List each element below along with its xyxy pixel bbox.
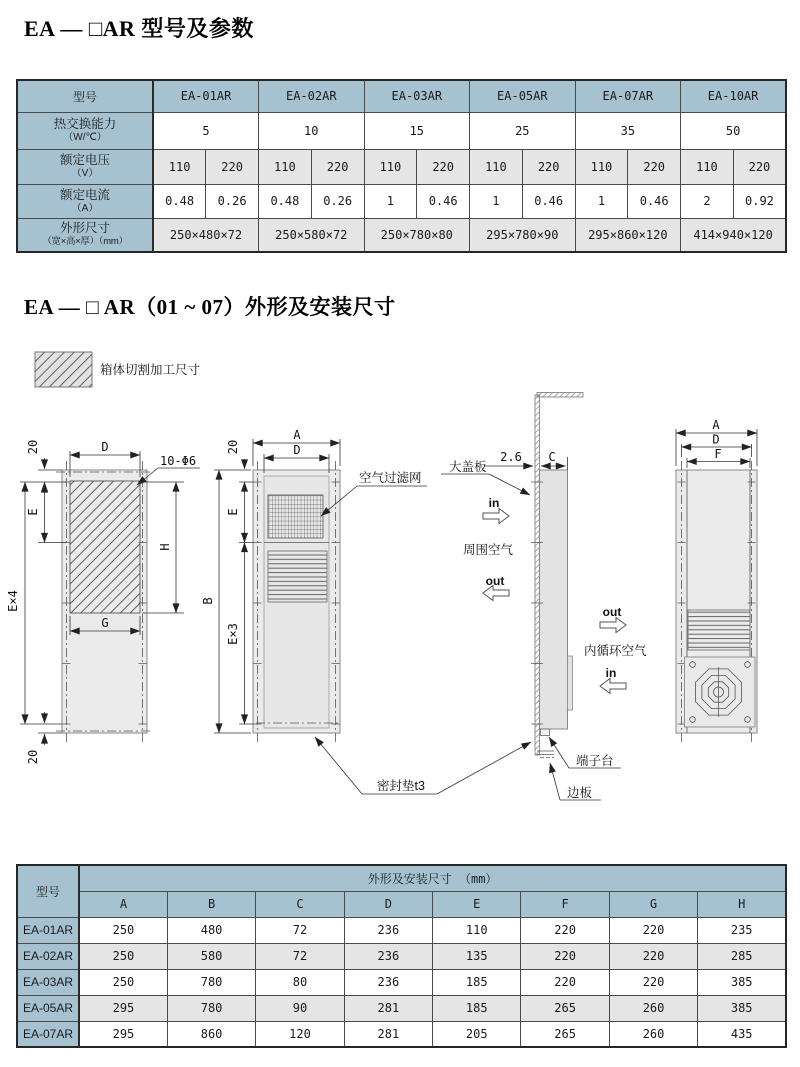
- legend-cutout: [35, 352, 200, 387]
- model-cell: EA-01AR: [17, 917, 79, 943]
- flow-in-right-label: in: [605, 666, 617, 680]
- spec-cell: 110: [575, 149, 628, 184]
- spec-cell: 0.26: [311, 184, 364, 218]
- dim-label-wall-thickness: 2.6: [500, 450, 522, 464]
- dim-col-header: C: [256, 891, 344, 917]
- spec-row-label: [17, 112, 153, 149]
- spec-cell: 250×480×72: [153, 218, 259, 252]
- dim-col-header: G: [609, 891, 697, 917]
- spec-cell: 1: [364, 184, 417, 218]
- model-cell: EA-03AR: [17, 969, 79, 995]
- spec-cell: 50: [681, 112, 787, 149]
- dim-cell: 250: [79, 943, 167, 969]
- spec-header-cell: EA-05AR: [470, 80, 576, 112]
- dim-cell: 480: [167, 917, 255, 943]
- spec-cell: 220: [522, 149, 575, 184]
- dim-col-header: D: [344, 891, 432, 917]
- dim-header-row: [17, 865, 786, 891]
- installation-drawing: [0, 330, 800, 864]
- cabinet-wall: [535, 395, 540, 755]
- spec-cell: 220: [417, 149, 470, 184]
- spec-cell: 0.48: [153, 184, 206, 218]
- dim-cell: 236: [344, 917, 432, 943]
- dim-label-D: D: [101, 440, 109, 454]
- spec-cell: 110: [470, 149, 523, 184]
- terminal-leader: [549, 737, 569, 768]
- dim-label-B: B: [201, 597, 215, 605]
- dim-cell: 220: [609, 969, 697, 995]
- inner-duct-tab: [568, 656, 573, 710]
- dim-cell: 780: [167, 995, 255, 1021]
- legend-label: 箱体切割加工尺寸: [100, 363, 201, 377]
- cabinet-wall-flange: [537, 393, 583, 398]
- dim-cell: 780: [167, 969, 255, 995]
- dim-cell: 285: [698, 943, 786, 969]
- spec-header-cell: EA-02AR: [259, 80, 365, 112]
- spec-cell: 110: [681, 149, 734, 184]
- row-label-unit: （宽×高×厚）（mm）: [42, 236, 128, 248]
- dim-label-A: A: [712, 418, 720, 432]
- spec-row-current: [17, 184, 786, 218]
- dim-label-20: 20: [226, 439, 240, 455]
- spec-cell: 10: [259, 112, 365, 149]
- flow-out-left-label: out: [485, 574, 505, 588]
- table-row: [17, 995, 786, 1021]
- dim-cell: 260: [609, 995, 697, 1021]
- table-row: [17, 1021, 786, 1047]
- air-filter-label: 空气过滤网: [359, 471, 422, 485]
- spec-cell: 0.48: [259, 184, 312, 218]
- flow-out-right-label: out: [602, 605, 622, 619]
- spec-cell: 35: [575, 112, 681, 149]
- front-view: [201, 428, 427, 742]
- spec-cell: 15: [364, 112, 470, 149]
- spec-row-label: [17, 149, 153, 184]
- dim-cell: 295: [79, 995, 167, 1021]
- spec-header-cell: EA-03AR: [364, 80, 470, 112]
- dim-cell: 385: [698, 995, 786, 1021]
- dim-cell: 90: [256, 995, 344, 1021]
- dim-cell: 265: [521, 995, 609, 1021]
- side-plate-label: 边板: [567, 786, 593, 800]
- dim-cell: 236: [344, 943, 432, 969]
- dimension-table: [16, 864, 787, 1048]
- spec-cell: 220: [311, 149, 364, 184]
- dim-label-E: E: [226, 508, 240, 516]
- dim-cell: 135: [433, 943, 521, 969]
- dim-cell: 236: [344, 969, 432, 995]
- dim-cell: 295: [79, 1021, 167, 1047]
- table-row: [17, 943, 786, 969]
- spec-cell: 1: [470, 184, 523, 218]
- spec-cell: 220: [628, 149, 681, 184]
- holes-label: 10-Φ6: [160, 454, 197, 468]
- cutout-hatch-area: [70, 481, 140, 613]
- terminal-label: 端子台: [576, 754, 614, 768]
- cover-plate-leader: [489, 474, 530, 495]
- dim-cell: 281: [344, 1021, 432, 1047]
- spec-cell: 110: [259, 149, 312, 184]
- dim-col-header: A: [79, 891, 167, 917]
- dim-group-header: 外形及安装尺寸 （mm）: [79, 865, 786, 891]
- dim-label-H: H: [158, 543, 172, 551]
- spec-cell: 0.26: [206, 184, 259, 218]
- dim-cell: 235: [698, 917, 786, 943]
- flow-in-left-arrow-icon: [483, 509, 509, 524]
- dim-label-20-bottom: 20: [26, 749, 40, 765]
- dim-cell: 281: [344, 995, 432, 1021]
- legend-hatch: [35, 352, 92, 387]
- dim-col-header: H: [698, 891, 786, 917]
- dim-cell: 580: [167, 943, 255, 969]
- dim-cell: 220: [609, 943, 697, 969]
- flow-in-left-label: in: [488, 496, 500, 510]
- dim-cell: 220: [609, 917, 697, 943]
- spec-cell: 110: [364, 149, 417, 184]
- spec-header-model: 型号: [17, 80, 153, 112]
- side-view: [441, 393, 647, 801]
- dim-label-F: F: [714, 447, 722, 461]
- dim-cell: 220: [521, 917, 609, 943]
- dim-cell: 385: [698, 969, 786, 995]
- terminal-block: [541, 729, 550, 736]
- spec-row-heat: [17, 112, 786, 149]
- row-label-text: 额定电流: [59, 187, 110, 202]
- dim-label-E: E: [26, 508, 40, 516]
- dim-label-A: A: [293, 428, 301, 442]
- dim-columns-row: [17, 891, 786, 917]
- spec-header-cell: EA-10AR: [681, 80, 787, 112]
- dim-label-C: C: [548, 450, 556, 464]
- spec-cell: 0.46: [628, 184, 681, 218]
- row-label-unit: （W/℃）: [63, 132, 107, 143]
- spec-row-label: [17, 184, 153, 218]
- spec-cell: 220: [733, 149, 786, 184]
- model-cell: EA-02AR: [17, 943, 79, 969]
- gasket-leader-left: [315, 737, 362, 794]
- section1-title: EA — □AR 型号及参数: [24, 16, 254, 41]
- spec-cell: 0.92: [733, 184, 786, 218]
- louver-vents: [688, 610, 750, 650]
- row-label-unit: （V）: [71, 168, 99, 179]
- gasket-leader-right: [437, 742, 531, 794]
- dim-cell: 185: [433, 995, 521, 1021]
- dim-cell: 260: [609, 1021, 697, 1047]
- dim-cell: 220: [521, 943, 609, 969]
- flow-in-right-arrow-icon: [600, 679, 626, 694]
- gasket-callout: [315, 737, 531, 794]
- spec-cell: 220: [206, 149, 259, 184]
- dim-col-header: B: [167, 891, 255, 917]
- dim-label-D: D: [712, 432, 720, 447]
- dim-cell: 435: [698, 1021, 786, 1047]
- spec-row-label: [17, 218, 153, 252]
- spec-cell: 25: [470, 112, 576, 149]
- table-row: [17, 969, 786, 995]
- dim-label-G: G: [101, 616, 109, 630]
- dim-label-Ex4: E×4: [6, 590, 20, 612]
- dim-header-model: 型号: [17, 865, 79, 917]
- dim-cell: 120: [256, 1021, 344, 1047]
- spec-cell: 1: [575, 184, 628, 218]
- dim-cell: 110: [433, 917, 521, 943]
- spec-cell: 295×780×90: [470, 218, 576, 252]
- spec-cell: 110: [153, 149, 206, 184]
- dim-label-20-top: 20: [26, 439, 40, 455]
- spec-cell: 295×860×120: [575, 218, 681, 252]
- unit-body-side: [540, 470, 568, 729]
- dim-label-D: D: [293, 443, 301, 457]
- cover-plate-label: 大盖板: [449, 460, 487, 474]
- ambient-air-label: 周围空气: [463, 543, 514, 557]
- spec-cell: 0.46: [417, 184, 470, 218]
- spec-header-cell: EA-07AR: [575, 80, 681, 112]
- dim-cell: 265: [521, 1021, 609, 1047]
- gasket-label: 密封垫t3: [377, 779, 425, 793]
- row-label-text: 热交换能力: [53, 117, 117, 131]
- side-plate-leader: [550, 763, 560, 800]
- dim-col-header: F: [521, 891, 609, 917]
- flow-out-right-arrow-icon: [600, 618, 626, 633]
- section2-title: EA — □ AR（01 ~ 07）外形及安装尺寸: [24, 295, 396, 319]
- dim-cell: 250: [79, 917, 167, 943]
- dim-cell: 185: [433, 969, 521, 995]
- dim-cell: 250: [79, 969, 167, 995]
- spec-cell: 250×780×80: [364, 218, 470, 252]
- dim-cell: 80: [256, 969, 344, 995]
- dim-cell: 205: [433, 1021, 521, 1047]
- cutout-view: [6, 440, 200, 764]
- rear-view: [676, 418, 757, 742]
- spec-cell: 5: [153, 112, 259, 149]
- row-label-unit: （A）: [71, 202, 99, 214]
- model-cell: EA-07AR: [17, 1021, 79, 1047]
- spec-table: [16, 79, 787, 253]
- dim-cell: 860: [167, 1021, 255, 1047]
- internal-air-label: 内循环空气: [584, 644, 647, 658]
- spec-cell: 0.46: [522, 184, 575, 218]
- dim-label-Ex3: E×3: [226, 623, 240, 645]
- spec-header-row: [17, 80, 786, 112]
- row-label-text: 外形尺寸: [59, 221, 110, 236]
- spec-row-size: [17, 218, 786, 252]
- spec-cell: 250×580×72: [259, 218, 365, 252]
- spec-row-voltage: [17, 149, 786, 184]
- table-row: [17, 917, 786, 943]
- spec-cell: 2: [681, 184, 734, 218]
- air-filter-grid: [268, 495, 323, 538]
- dim-cell: 72: [256, 917, 344, 943]
- dim-cell: 72: [256, 943, 344, 969]
- dim-col-header: E: [433, 891, 521, 917]
- dim-cell: 220: [521, 969, 609, 995]
- model-cell: EA-05AR: [17, 995, 79, 1021]
- louver-vents: [268, 551, 327, 602]
- row-label-text: 额定电压: [59, 153, 110, 167]
- spec-cell: 414×940×120: [681, 218, 787, 252]
- spec-header-cell: EA-01AR: [153, 80, 259, 112]
